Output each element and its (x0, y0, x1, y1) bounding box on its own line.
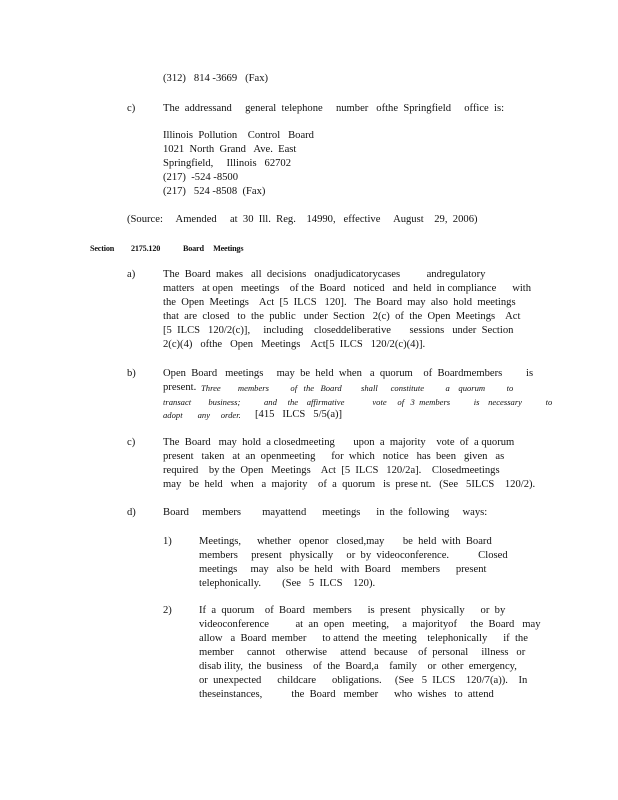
sub-1-line: Meetings, whether openor closed,may be held with Board (199, 536, 492, 547)
item-c-label: c) (127, 103, 136, 114)
para-b-quote: adopt any order. (163, 410, 241, 420)
sub-1-line: telephonically. (See 5 ILCS 120). (199, 578, 376, 589)
para-a-line: that are closed to the public under Section 2(c) of the Open Meetings Act (163, 311, 521, 322)
para-d-text: Board members mayattend meetings in the following ways: (163, 507, 488, 518)
sub-2-line: or unexpected childcare obligations. (See 5 ILCS 120/7(a)). In (199, 675, 528, 686)
address-line: Illinois Pollution Control Board (163, 130, 314, 141)
address-line: (217) -524 -8500 (163, 172, 239, 183)
sub-2-line: allow a Board member to attend the meeting telephonically if the (199, 633, 528, 644)
para-c-line: required by the Open Meetings Act [5 ILCS 120/2a]. Closedmeetings (163, 465, 500, 476)
para-b-line-present: present. (163, 382, 197, 393)
para-b-label: b) (127, 368, 136, 379)
sub-2-line: member cannot otherwise attend because of personal illness or (199, 647, 526, 658)
para-b-line: Open Board meetings may be held when a quorum of Boardmembers is (163, 368, 534, 379)
sub-2-label: 2) (163, 605, 172, 616)
para-a-line: 2(c)(4) ofthe Open Meetings Act[5 ILCS 120/2(c)(4)]. (163, 339, 426, 350)
section-number: 2175.120 (131, 244, 161, 253)
source-note: (Source: Amended at 30 Ill. Reg. 14990, effective August 29, 2006) (127, 214, 478, 225)
sub-2-line: If a quorum of Board members is present physically or by (199, 605, 506, 616)
sub-2-line: videoconference at an open meeting, a majorityof the Board may (199, 619, 541, 630)
sub-1-line: meetings may also be held with Board members present (199, 564, 487, 575)
sub-2-line: disab ility, the business of the Board,a family or other emergency, (199, 661, 517, 672)
para-a-label: a) (127, 269, 136, 280)
para-c-label: c) (127, 437, 136, 448)
para-b-quote: Three members of the Board shall constitute a quorum to (201, 383, 514, 393)
sub-2-line: theseinstances, the Board member who wishes to attend (199, 689, 494, 700)
section-title: Board Meetings (183, 244, 244, 253)
para-b-quote: transact business; and the affirmative vote of 3 members is necessary to (163, 397, 553, 407)
sub-1-line: members present physically or by videoconference. Closed (199, 550, 508, 561)
address-line: Springfield, Illinois 62702 (163, 158, 292, 169)
address-line: (217) 524 -8508 (Fax) (163, 186, 266, 197)
para-a-line: matters at open meetings of the Board noticed and held in compliance with (163, 283, 532, 294)
para-c-line: present taken at an openmeeting for which notice has been given as (163, 451, 505, 462)
para-c-line: may be held when a majority of a quorum is prese nt. (See 5ILCS 120/2). (163, 479, 536, 490)
fax-line-top: (312) 814 -3669 (Fax) (163, 73, 269, 84)
para-c-line: The Board may hold a closedmeeting upon a majority vote of a quorum (163, 437, 515, 448)
address-line: 1021 North Grand Ave. East (163, 144, 297, 155)
section-word: Section (90, 244, 115, 253)
item-c-text: The addressand general telephone number ofthe Springfield office is: (163, 103, 505, 114)
para-a-line: the Open Meetings Act [5 ILCS 120]. The Board may also hold meetings (163, 297, 516, 308)
sub-1-label: 1) (163, 536, 172, 547)
para-d-label: d) (127, 507, 136, 518)
para-a-line: [5 ILCS 120/2(c)], including closeddeliberative sessions under Section (163, 325, 514, 336)
para-a-line: The Board makes all decisions onadjudicatorycases andregulatory (163, 269, 486, 280)
para-b-citation: [415 ILCS 5/5(a)] (255, 409, 343, 420)
